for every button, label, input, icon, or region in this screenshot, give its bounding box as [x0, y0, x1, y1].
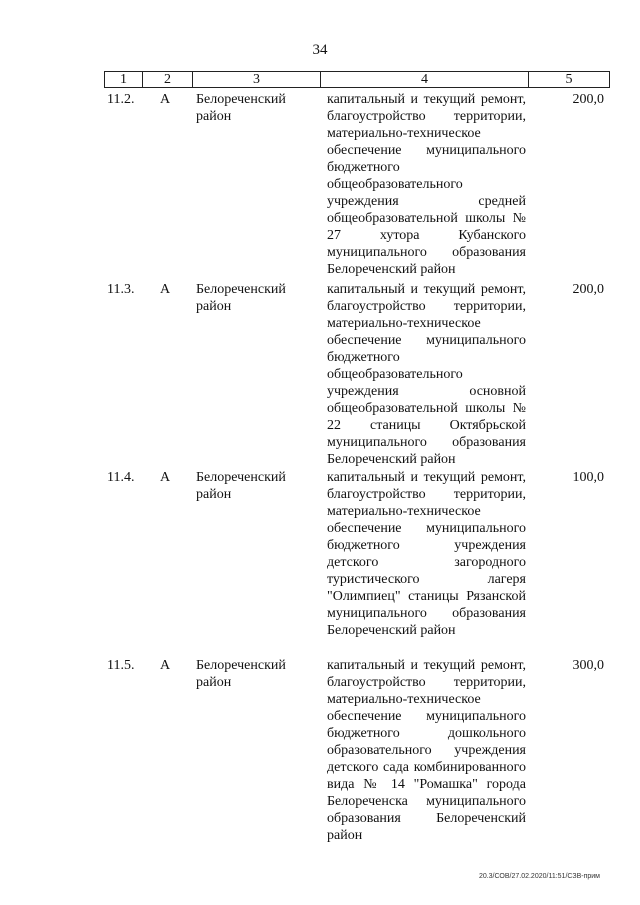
row-description: капитальный и текущий ремонт, благоустройство территории, материально-техническое обеспечение муниципального бюджетного учреждения детского загородного туристического лагеря "Олимпиец" станицы Рязанской муниципального образования Белореченский район [327, 470, 526, 638]
row-description: капитальный и текущий ремонт, благоустройство территории, материально-техническое обеспечение муниципального бюджетного общеобразовательного учреждения основной общеобразовательной школы № 22 станицы Октябрьской муниципального образования Белореченский район [327, 282, 526, 467]
row-category: А [160, 282, 171, 297]
row-description: капитальный и текущий ремонт, благоустройство территории, материально-техническое обеспечение муниципального бюджетного общеобразовательного учреждения средней общеобразовательной школы № 27 хутора Кубанского муниципального образования Белореченский район [327, 92, 526, 277]
header-col-1: 1 [105, 72, 143, 87]
row-district: Белореченский район [196, 658, 286, 690]
row-category: А [160, 658, 171, 673]
row-amount: 300,0 [572, 658, 604, 673]
row-district: Белореченский район [196, 470, 286, 502]
document-code: 20.3/СОВ/27.02.2020/11:51/СЗВ-прим [478, 873, 600, 880]
row-category: А [160, 92, 171, 107]
header-col-3: 3 [193, 72, 321, 87]
row-amount: 200,0 [572, 92, 604, 107]
header-col-2: 2 [143, 72, 193, 87]
row-district: Белореченский район [196, 92, 286, 124]
row-amount: 200,0 [572, 282, 604, 297]
row-number: 11.5. [107, 658, 135, 673]
header-col-4: 4 [321, 72, 529, 87]
row-number: 11.3. [107, 282, 135, 297]
row-description: капитальный и текущий ремонт, благоустройство территории, материально-техническое обеспечение муниципального бюджетного дошкольного образовательного учреждения детского сада комбинированного вида № 14 "Ромашка" города Белореченска муниципального образования Белореченский район [327, 658, 526, 843]
row-district: Белореченский район [196, 282, 286, 314]
header-col-5: 5 [565, 72, 573, 87]
table-header-row [104, 71, 610, 88]
row-number: 11.4. [107, 470, 135, 485]
row-category: А [160, 470, 171, 485]
row-amount: 100,0 [572, 470, 604, 485]
page-number: 34 [312, 42, 328, 58]
row-number: 11.2. [107, 92, 135, 107]
